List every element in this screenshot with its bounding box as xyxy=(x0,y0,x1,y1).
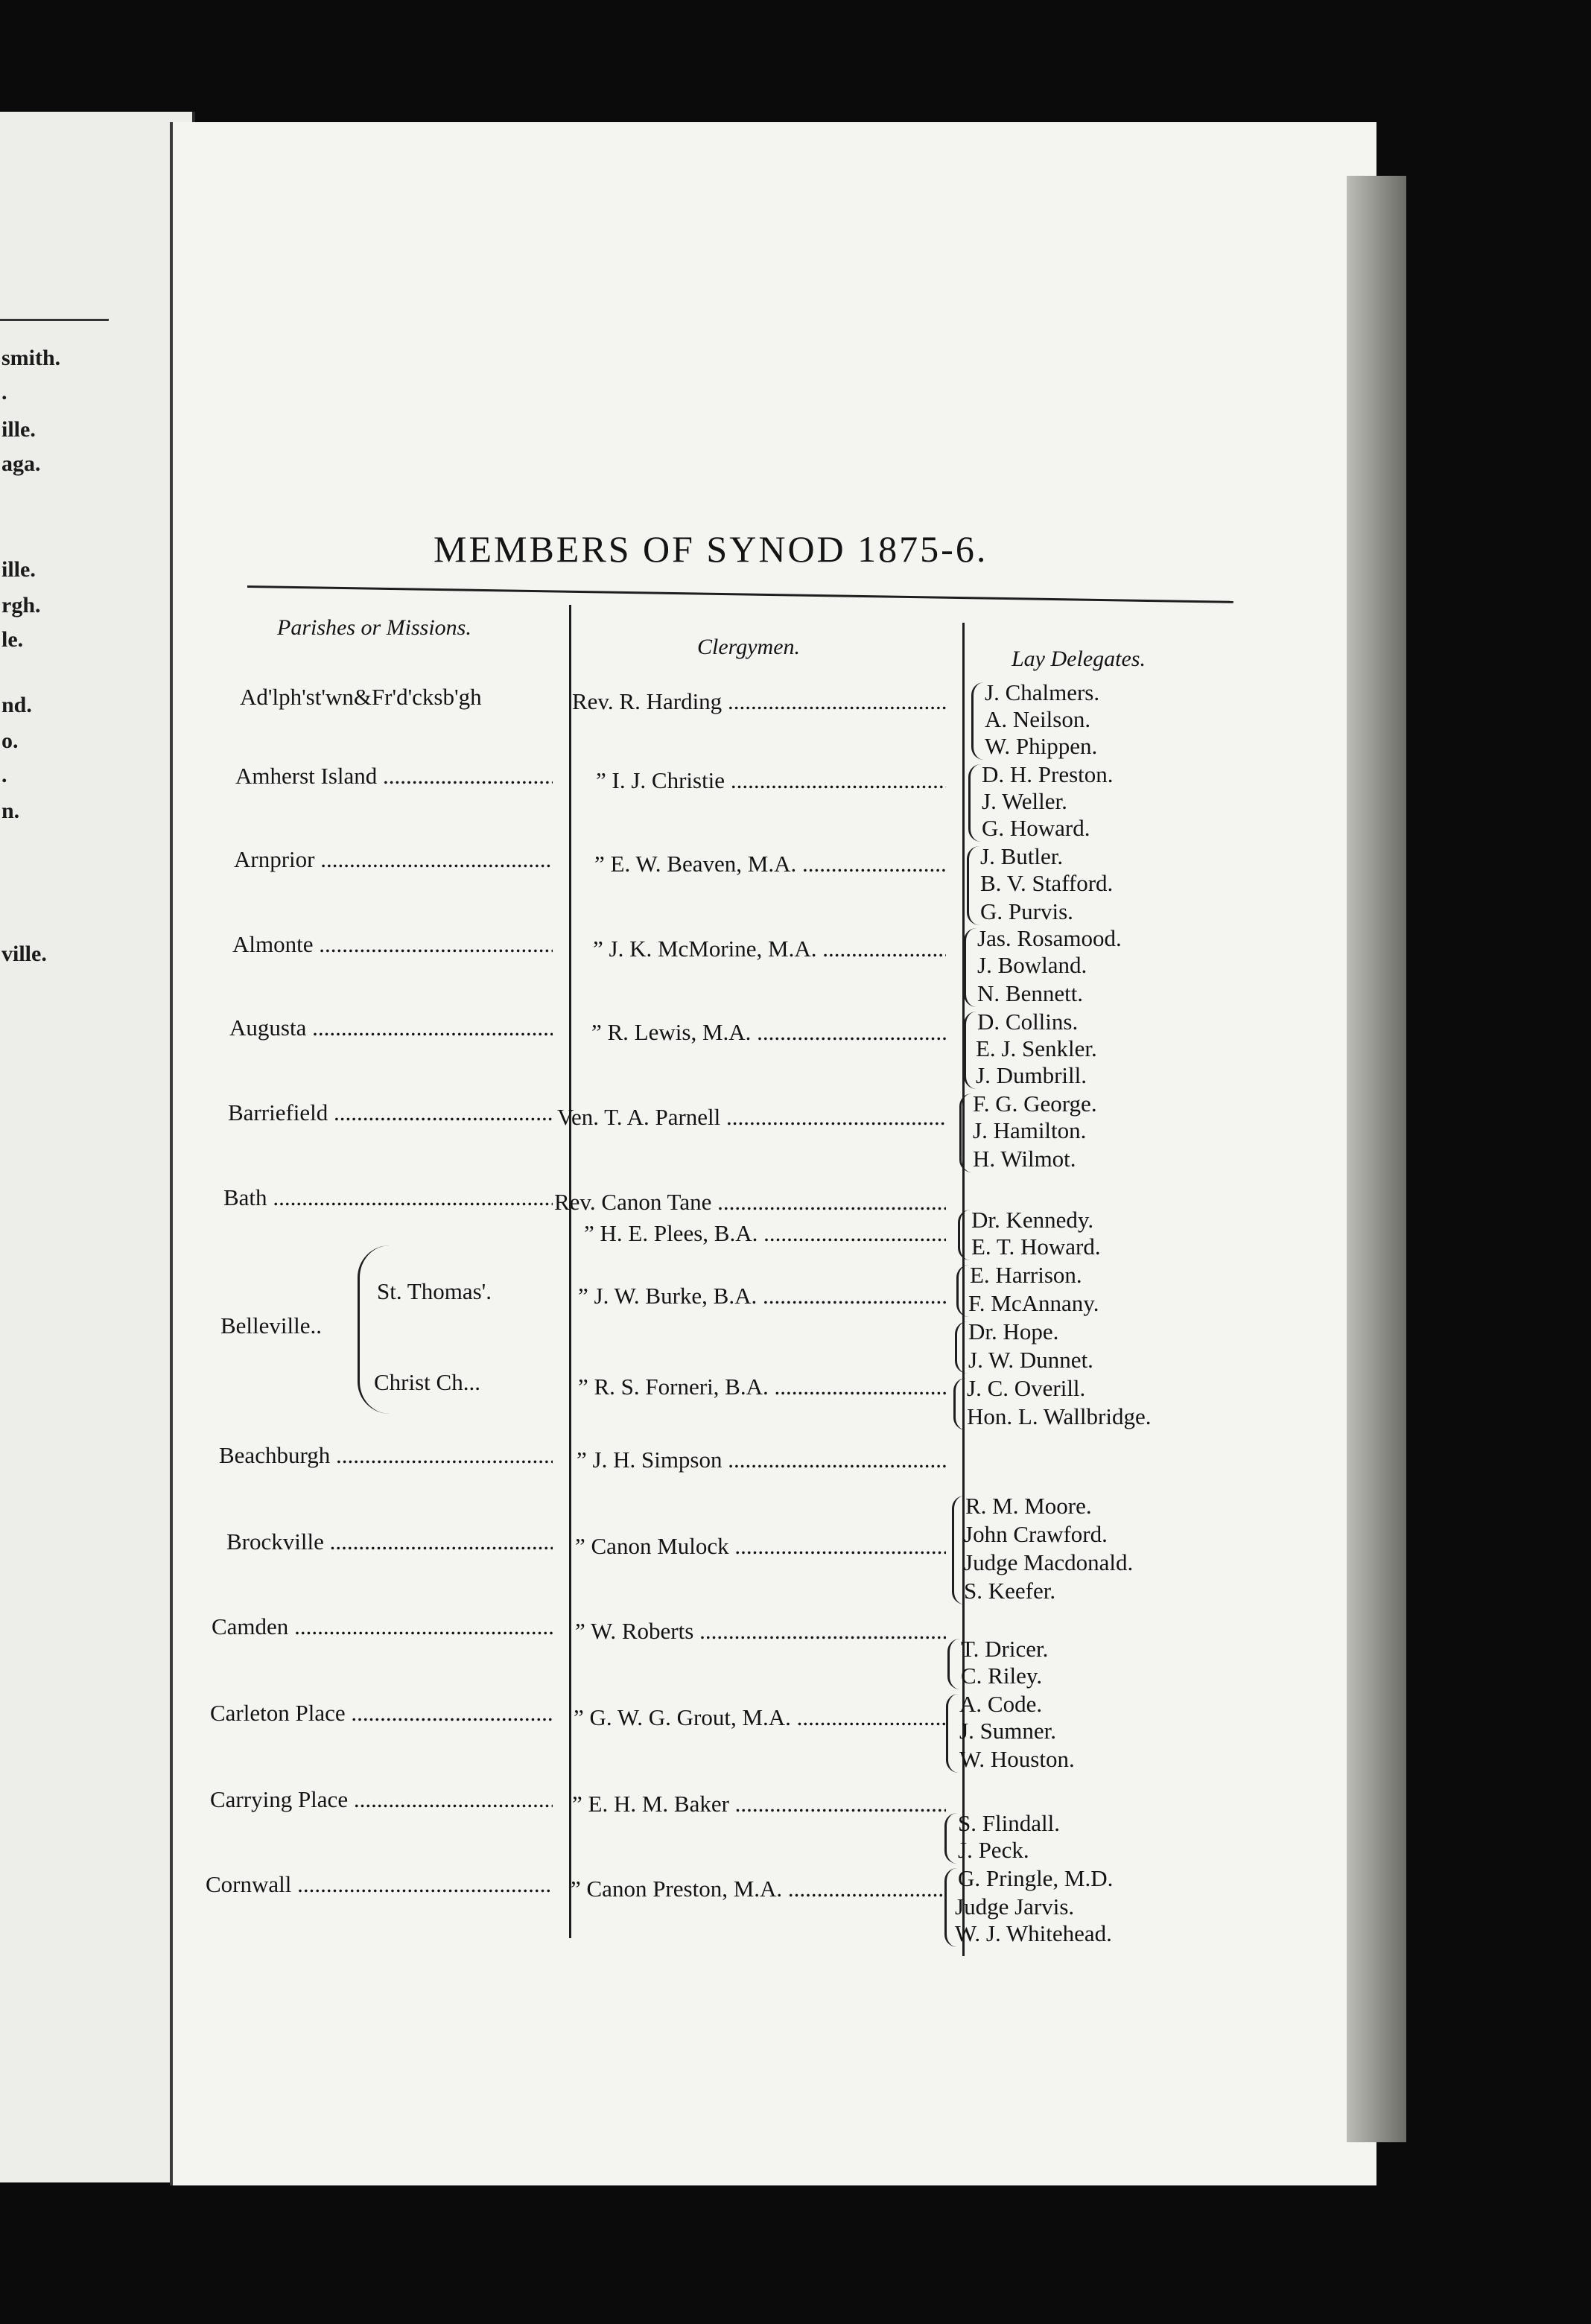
left-page-text-line: ille. xyxy=(1,557,36,582)
parish-name: Brockville ..... xyxy=(226,1528,553,1555)
page-title: MEMBERS OF SYNOD 1875-6. xyxy=(434,528,988,570)
parish-name: Christ Ch... xyxy=(374,1369,480,1395)
clergy-name: ” I. J. Christie ..... xyxy=(596,767,946,794)
delegate-group-brace xyxy=(964,1012,976,1089)
lay-delegate-name: J. Bowland. xyxy=(977,952,1087,978)
lay-delegate-name: Judge Macdonald. xyxy=(964,1549,1134,1575)
lay-delegate-name: J. Hamilton. xyxy=(973,1117,1087,1143)
lay-delegate-name: D. Collins. xyxy=(977,1009,1079,1035)
parish-name: Cornwall ..... xyxy=(206,1871,553,1898)
parish-name: Beachburgh ..... xyxy=(219,1442,553,1469)
delegate-group-brace xyxy=(968,764,981,842)
lay-delegate-name: J. Sumner. xyxy=(959,1718,1057,1744)
page-edge-shadow xyxy=(1347,176,1406,2142)
clergy-name: ” J. K. McMorine, M.A. ..... xyxy=(593,936,946,962)
left-page-text-line: ille. xyxy=(1,417,36,442)
clergy-name: ” Canon Preston, M.A. ..... xyxy=(571,1876,946,1902)
left-page-text-line: . xyxy=(1,763,7,787)
left-page-text-line: rgh. xyxy=(1,593,41,617)
parish-name: Carrying Place ..... xyxy=(210,1786,553,1813)
lay-delegate-name: J. W. Dunnet. xyxy=(968,1347,1093,1373)
lay-delegate-name: D. H. Preston. xyxy=(982,761,1114,787)
left-page-text-line: . xyxy=(1,380,7,404)
delegate-group-brace xyxy=(956,1265,969,1317)
clergy-name: ” E. H. M. Baker ..... xyxy=(572,1791,946,1817)
parish-name: Carleton Place ..... xyxy=(210,1700,553,1727)
parish-name: Ad'lph'st'wn&Fr'd'cksb'gh xyxy=(240,684,482,710)
lay-delegate-name: W. J. Whitehead. xyxy=(955,1920,1112,1946)
parish-name: Augusta ..... xyxy=(229,1015,553,1041)
lay-delegate-name: F. G. George. xyxy=(973,1090,1097,1117)
lay-delegate-name: S. Flindall. xyxy=(958,1810,1060,1836)
header-clergy: Clergymen. xyxy=(697,635,801,659)
clergy-name: ” W. Roberts ..... xyxy=(575,1618,946,1645)
lay-delegate-name: J. C. Overill. xyxy=(967,1375,1086,1401)
left-page-text-line: aga. xyxy=(1,451,41,476)
lay-delegate-name: E. T. Howard. xyxy=(971,1234,1101,1260)
clergy-name: ” R. Lewis, M.A. ..... xyxy=(591,1019,946,1046)
delegate-group-brace xyxy=(944,1813,957,1864)
lay-delegate-name: H. Wilmot. xyxy=(973,1146,1076,1172)
delegate-group-brace xyxy=(944,1868,957,1947)
left-page-text-line: smith. xyxy=(1,346,61,370)
lay-delegate-name: R. M. Moore. xyxy=(965,1493,1092,1519)
left-page-text-line: nd. xyxy=(1,693,32,717)
parish-name: St. Thomas'. xyxy=(377,1278,492,1304)
clergy-name: Rev. Canon Tane ..... xyxy=(554,1189,946,1216)
parish-name: Arnprior ..... xyxy=(234,846,553,873)
lay-delegate-name: A. Neilson. xyxy=(985,706,1091,732)
clergy-name: ” J. W. Burke, B.A. ..... xyxy=(578,1283,946,1309)
left-page-text-line: ville. xyxy=(1,942,47,966)
delegate-group-brace xyxy=(959,1093,972,1172)
lay-delegate-name: S. Keefer. xyxy=(964,1578,1056,1604)
column-divider-1 xyxy=(569,605,571,1938)
lay-delegate-name: J. Dumbrill. xyxy=(976,1062,1087,1088)
lay-delegate-name: F. McAnnany. xyxy=(968,1290,1099,1316)
delegate-group-brace xyxy=(946,1694,959,1773)
clergy-name: Rev. R. Harding ..... xyxy=(572,688,946,715)
lay-delegate-name: Dr. Hope. xyxy=(968,1318,1059,1344)
lay-delegate-name: B. V. Stafford. xyxy=(980,870,1114,896)
lay-delegate-name: T. Dricer. xyxy=(961,1636,1049,1662)
delegate-group-brace xyxy=(967,846,979,925)
delegate-group-brace xyxy=(958,1210,971,1260)
lay-delegate-name: J. Weller. xyxy=(982,788,1067,814)
delegate-group-brace xyxy=(952,1496,965,1604)
lay-delegate-name: E. Harrison. xyxy=(970,1262,1082,1288)
lay-delegate-name: W. Phippen. xyxy=(985,733,1098,759)
lay-delegate-name: Jas. Rosamood. xyxy=(977,925,1122,951)
lay-delegate-name: E. J. Senkler. xyxy=(976,1035,1097,1061)
left-page-text-line: n. xyxy=(1,799,20,823)
left-page-text-line: le. xyxy=(1,627,24,652)
lay-delegate-name: W. Houston. xyxy=(959,1746,1075,1772)
parish-name: Camden ..... xyxy=(212,1613,553,1640)
lay-delegate-name: G. Howard. xyxy=(982,815,1090,841)
lay-delegate-name: J. Peck. xyxy=(958,1837,1029,1863)
delegate-group-brace xyxy=(971,682,984,760)
clergy-name: ” E. W. Beaven, M.A. ..... xyxy=(594,851,946,877)
parish-name: Barriefield ..... xyxy=(228,1099,553,1126)
clergy-name: ” H. E. Plees, B.A. ..... xyxy=(584,1220,946,1247)
lay-delegate-name: Dr. Kennedy. xyxy=(971,1207,1094,1233)
lay-delegate-name: G. Purvis. xyxy=(980,898,1073,924)
delegate-group-brace xyxy=(955,1321,968,1374)
clergy-name: ” J. H. Simpson ..... xyxy=(577,1447,946,1473)
header-lay-delegates: Lay Delegates. xyxy=(1012,647,1146,671)
parish-name: Almonte ..... xyxy=(232,931,553,958)
clergy-name: ” Canon Mulock ..... xyxy=(575,1533,946,1560)
belleville-label: Belleville.. xyxy=(220,1312,323,1339)
lay-delegate-name: Judge Jarvis. xyxy=(955,1893,1075,1920)
lay-delegate-name: Hon. L. Wallbridge. xyxy=(967,1403,1152,1429)
clergy-name: ” G. W. G. Grout, M.A. ..... xyxy=(574,1704,946,1731)
parish-name: Bath ..... xyxy=(223,1184,553,1211)
header-parishes: Parishes or Missions. xyxy=(277,615,471,640)
left-page-rule xyxy=(0,319,109,321)
lay-delegate-name: C. Riley. xyxy=(961,1663,1043,1689)
left-page-text-line: o. xyxy=(1,728,19,753)
belleville-brace xyxy=(358,1245,390,1414)
delegate-group-brace xyxy=(947,1639,960,1689)
lay-delegate-name: G. Pringle, M.D. xyxy=(958,1865,1114,1891)
parish-name: Amherst Island ..... xyxy=(235,763,553,790)
lay-delegate-name: J. Butler. xyxy=(980,843,1064,869)
clergy-name: Ven. T. A. Parnell ..... xyxy=(557,1104,946,1131)
delegate-group-brace xyxy=(953,1378,966,1430)
lay-delegate-name: John Crawford. xyxy=(964,1521,1108,1547)
lay-delegate-name: N. Bennett. xyxy=(977,980,1084,1006)
lay-delegate-name: A. Code. xyxy=(959,1691,1043,1717)
delegate-group-brace xyxy=(964,928,976,1007)
lay-delegate-name: J. Chalmers. xyxy=(985,679,1100,705)
clergy-name: ” R. S. Forneri, B.A. ..... xyxy=(578,1374,946,1400)
